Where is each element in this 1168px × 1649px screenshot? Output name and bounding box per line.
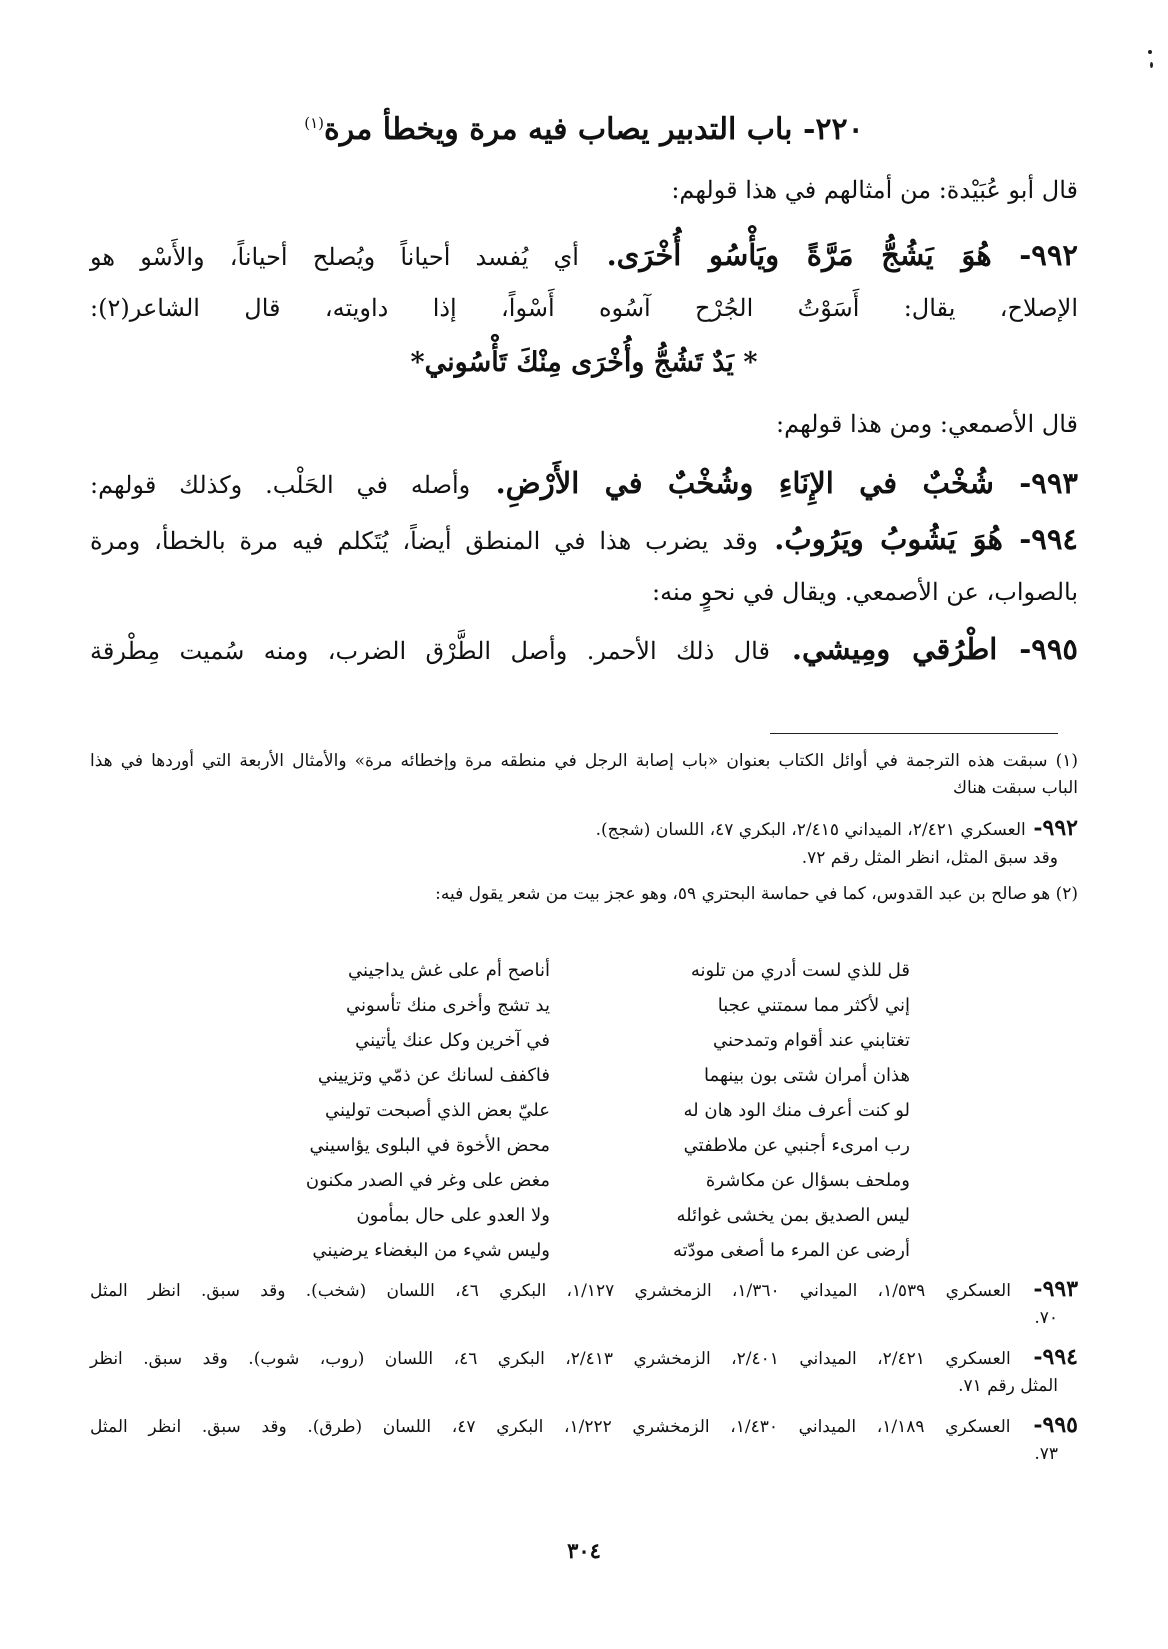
- proverb-993-line: ٩٩٣- شُخْبٌ في الإِنَاءِ وشُخْبٌ في الأَرْضِ. وأصله في الحَلْب. وكذلك قولهم:: [90, 466, 1079, 500]
- footnote-992: ٩٩٢- العسكري ٢/٤٢١، الميداني ٢/٤١٥، البكري ٤٧، اللسان (شجج).: [595, 815, 1078, 841]
- footnote-1-cont: الباب سبقت هناك: [953, 778, 1078, 798]
- footnote-992-cont: وقد سبق المثل، انظر المثل رقم ٧٢.: [801, 848, 1058, 868]
- footnote-995: ٩٩٥- العسكري ١/١٨٩، الميداني ١/٤٣٠، الزمخشري ١/٢٢٢، البكري ٤٧، اللسان (طرق). وقد سبق. انظر المثل: [90, 1412, 1078, 1438]
- footnote-993-cont: ٧٠.: [1034, 1308, 1058, 1328]
- proverb-992-line: ٩٩٢- هُوَ يَشُجُّ مَرَّةً ويَأْسُو أُخْرَى. أي يُفسد أحياناً ويُصلح أحياناً، والأَسْو هو: [90, 238, 1079, 272]
- text-line: قال الأصمعي: ومن هذا قولهم:: [776, 410, 1078, 438]
- footnote-994-cont: المثل رقم ٧١.: [958, 1376, 1058, 1396]
- footnote-993: ٩٩٣- العسكري ١/٥٣٩، الميداني ١/٣٦٠، الزمخشري ١/١٢٧، البكري ٤٦، اللسان (شخب). وقد سبق. انظر المثل: [90, 1276, 1079, 1302]
- text-line: الإصلاح، يقال: أَسَوْتُ الجُرْح آسُوه أَسْواً، إذا داويته، قال الشاعر(٢):: [90, 294, 1078, 322]
- poem-line: هذان أمران شتى بون بينهما فاكفف لسانك عن ذمّي وتزييني: [317, 1065, 910, 1086]
- footnote-995-cont: ٧٣.: [1034, 1444, 1058, 1464]
- footnote-2: (٢) هو صالح بن عبد القدوس، كما في حماسة البحتري ٥٩، وهو عجز بيت من شعر يقول فيه:: [435, 884, 1078, 904]
- footnote-1: (١) سبقت هذه الترجمة في أوائل الكتاب بعنوان «باب إصابة الرجل في منطقه مرة وإخطائه مرة» والأمثال الأربعة التي أوردها في هذا: [90, 751, 1078, 771]
- poem-line: لو كنت أعرف منك الود هان له عليّ بعض الذي أصبحت توليني: [324, 1100, 910, 1121]
- text-line: بالصواب، عن الأصمعي. ويقال في نحوٍ منه:: [652, 578, 1078, 606]
- proverb-995-line: ٩٩٥- اطْرُقي ومِيشي. قال ذلك الأحمر. وأصل الطَّرْق الضرب، ومنه سُميت مِطْرقة: [90, 632, 1078, 666]
- scan-speck: [1148, 50, 1152, 54]
- poem-line: أرضى عن المرء ما أصغى مودّته وليس شيء من البغضاء يرضيني: [312, 1240, 910, 1261]
- proverb-994-line: ٩٩٤- هُوَ يَشُوبُ ويَرُوبُ. وقد يضرب هذا في المنطق أيضاً، يُتَكلم فيه مرة بالخطأ، ومرة: [90, 522, 1078, 556]
- page-number: ٣٠٤: [567, 1538, 601, 1563]
- chapter-title: ٢٢٠- باب التدبير يصاب فيه مرة ويخطأ مرة$^{(١)}$: [304, 112, 864, 147]
- poem-line: رب امرىء أجنبي عن ملاطفتي محض الأخوة في البلوى يؤاسيني: [309, 1135, 910, 1156]
- text-line: قال أبو عُبَيْدة: من أمثالهم في هذا قولهم:: [671, 176, 1078, 204]
- scan-speck: [1150, 62, 1153, 68]
- footnote-994: ٩٩٤- العسكري ٢/٤٢١، الميداني ٢/٤٠١، الزمخشري ٢/٤١٣، البكري ٤٦، اللسان (روب، شوب). وقد سبق. انظر: [90, 1344, 1078, 1370]
- verse-line: * يَدٌ تَشُجُّ وأُخْرَى مِنْكَ تَأْسُوني*: [410, 347, 758, 378]
- poem-line: وملحف بسؤال عن مكاشرة مغض على وغر في الصدر مكنون: [305, 1170, 910, 1191]
- poem: [260, 960, 910, 1275]
- poem-line: تغتابني عند أقوام وتمدحني في آخرين وكل عنك يأتيني: [355, 1030, 910, 1051]
- poem-line: إني لأكثر مما سمتني عجبا يد تشج وأخرى منك تأسوني: [345, 995, 910, 1016]
- poem-line: ليس الصديق بمن يخشى غوائله ولا العدو على حال بمأمون: [356, 1205, 910, 1226]
- footnote-separator: [770, 733, 1058, 734]
- poem-line: قل للذي لست أدري من تلونه أناصح أم على غش يداجيني: [348, 960, 910, 981]
